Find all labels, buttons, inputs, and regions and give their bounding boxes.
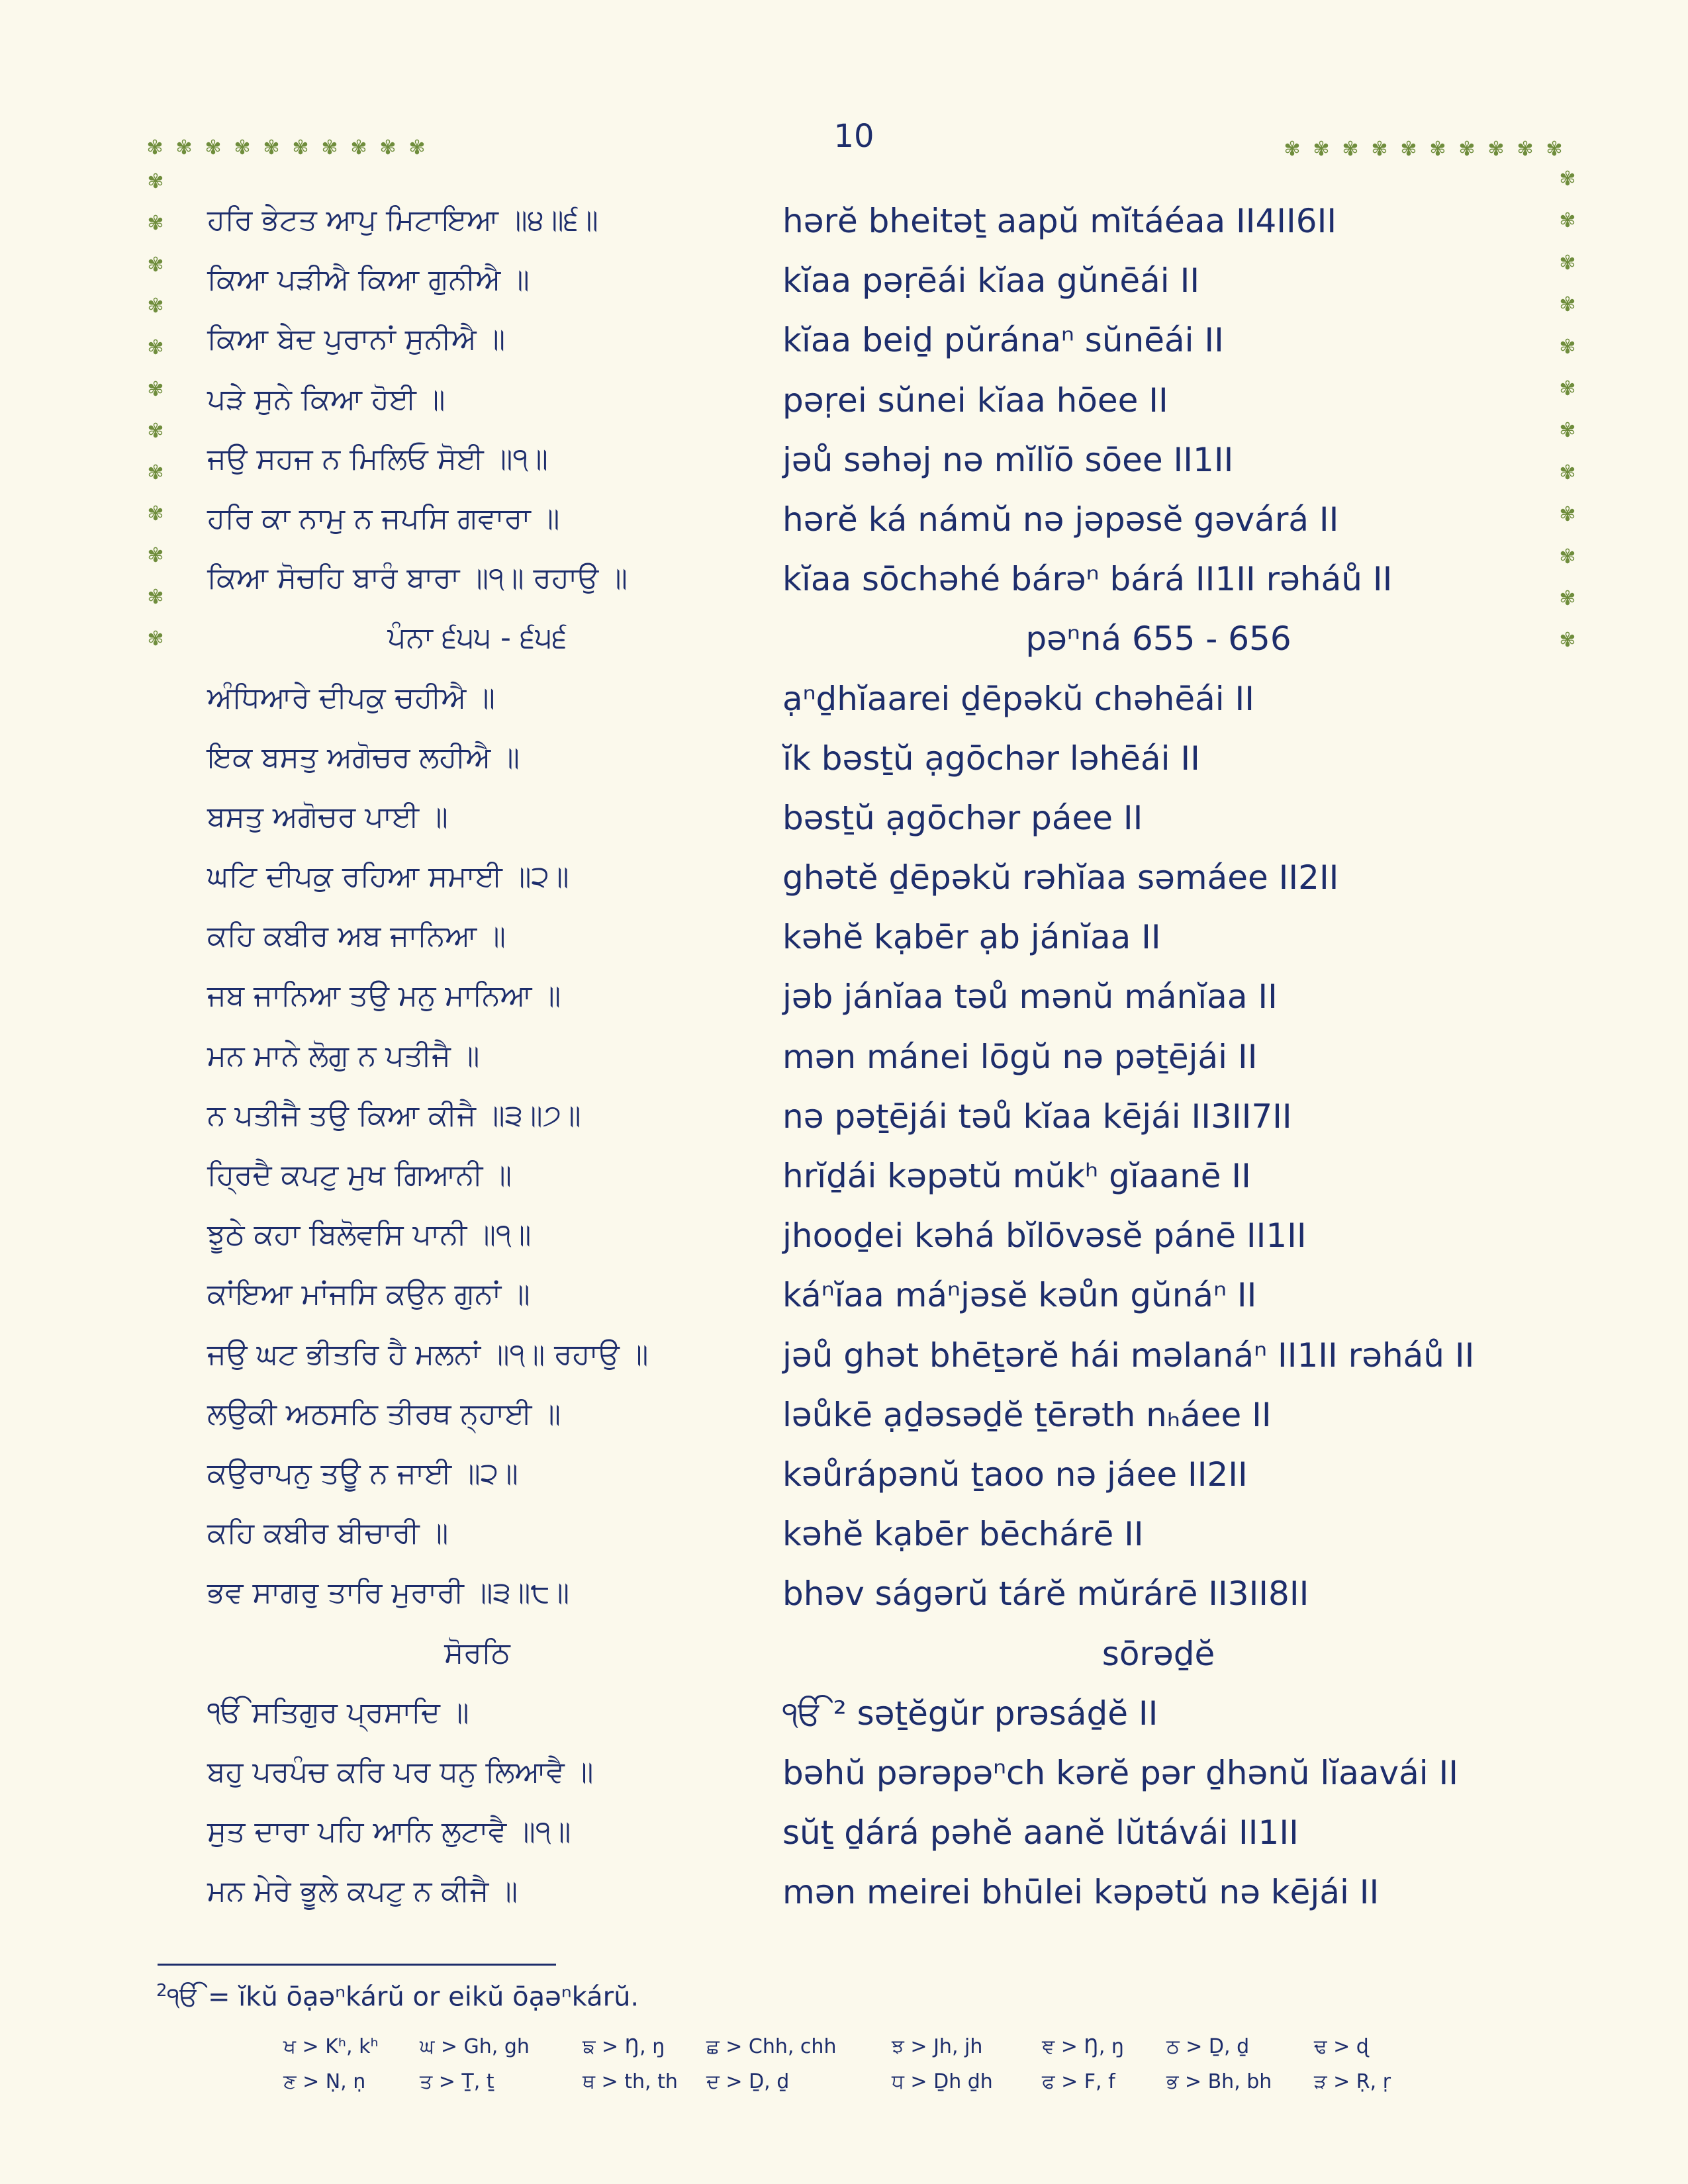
transliteration-text: pəⁿná 655 - 656	[1025, 619, 1291, 659]
flower-ornament-icon: ✾	[147, 253, 164, 277]
verse-row	[0, 1514, 1688, 1573]
verse-row	[0, 1872, 1688, 1931]
flower-ornament-icon: ✾	[350, 136, 367, 159]
verse-row	[0, 201, 1688, 260]
transliteration-text: kəůrápənŭ ṯaoo nə jáee II2II	[782, 1455, 1248, 1494]
verse-row	[0, 1036, 1688, 1096]
flower-ornament-icon: ✾	[147, 170, 164, 193]
footnote-marker: 2	[156, 1981, 167, 2001]
gurmukhi-text: ਕਹਿ ਕਬੀਰ ਅਬ ਜਾਨਿਆ ॥	[207, 919, 506, 954]
flower-ornament-icon: ✾	[146, 136, 164, 159]
flower-ornament-icon: ✾	[321, 136, 338, 159]
gurmukhi-text: ਪੰਨਾ ੬੫੫ - ੬੫੬	[387, 621, 567, 655]
transliteration-text: bəsṯŭ ạgōchər páee II	[782, 798, 1143, 837]
verse-row	[0, 1454, 1688, 1514]
key-entry: ਠ > Ḏ, ḏ	[1166, 2035, 1250, 2058]
flower-ornament-icon: ✾	[1559, 629, 1576, 653]
transliteration-text: sŭṯ ḏárá pəhĕ aanĕ lŭtávái II1II	[782, 1813, 1299, 1852]
flower-ornament-icon: ✾	[1559, 377, 1576, 400]
key-entry: ਧ > Ḏh ḏh	[892, 2070, 993, 2093]
key-entry: ਖ > Kʰ, kʰ	[283, 2035, 379, 2058]
verse-row	[0, 1573, 1688, 1633]
flower-ornament-icon: ✾	[408, 136, 426, 159]
flower-ornament-icon: ✾	[1284, 138, 1301, 161]
flower-ornament-icon: ✾	[147, 586, 164, 609]
gurmukhi-text: ਇਕ ਬਸਤੁ ਅਗੋਚਰ ਲਹੀਐ ॥	[207, 740, 520, 774]
transliteration-text: jəů ghət bhēṯərĕ hái məlanáⁿ II1II rəháů II	[782, 1336, 1475, 1375]
gurmukhi-text: ਕਿਆ ਪੜੀਐ ਕਿਆ ਗੁਨੀਐ ॥	[207, 263, 530, 297]
gurmukhi-text: ਸੁਤ ਦਾਰਾ ਪਹਿ ਆਨਿ ਲੁਟਾਵੈ ॥੧॥	[207, 1815, 571, 1849]
gurmukhi-text: ਕਉਰਾਪਨੁ ਤਊ ਨ ਜਾਈ ॥੨॥	[207, 1456, 518, 1490]
transliteration-text: jhooḏei kəhá bĭlōvəsĕ pánē II1II	[782, 1216, 1307, 1255]
gurmukhi-text: ਜਬ ਜਾਨਿਆ ਤਉ ਮਨੁ ਮਾਨਿਆ ॥	[207, 979, 561, 1013]
footnote	[156, 1981, 639, 2012]
verse-row	[0, 559, 1688, 618]
transliteration-text: kəhĕ kạbēr bēchárē II	[782, 1515, 1144, 1554]
transliteration-text: nə pəṯējái təů kĭaa kējái II3II7II	[782, 1097, 1292, 1136]
transliteration-text: pəṛei sŭnei kĭaa hōee II	[782, 381, 1168, 420]
flower-ornament-icon: ✾	[1559, 167, 1576, 191]
flower-ornament-icon: ✾	[1559, 293, 1576, 317]
flower-ornament-icon: ✾	[175, 136, 193, 159]
verse-row	[0, 1275, 1688, 1334]
gurmukhi-text: ਅੰਧਿਆਰੇ ਦੀਪਕੁ ਚਹੀਐ ॥	[207, 680, 495, 715]
flower-ornament-icon: ✾	[147, 544, 164, 568]
transliteration-text: ạⁿḏhĭaarei ḏēpəkŭ chəhēái II	[782, 679, 1255, 718]
verse-lines	[0, 201, 1688, 1931]
verse-row	[0, 499, 1688, 559]
verse-row	[0, 377, 1688, 443]
flower-ornament-icon: ✾	[1487, 138, 1505, 161]
verse-row	[0, 1693, 1688, 1752]
transliteration-text: sōrəḏĕ	[1102, 1634, 1215, 1673]
gurmukhi-text: ਭਵ ਸਾਗਰੁ ਤਾਰਿ ਮੁਰਾਰੀ ॥੩॥੮॥	[207, 1576, 570, 1610]
verse-row	[0, 1752, 1688, 1812]
key-entry: ਢ > ɖ	[1314, 2035, 1369, 2058]
verse-row	[0, 439, 1688, 499]
flower-ornament-icon: ✾	[147, 419, 164, 443]
footnote-text: ੴ = ĭkŭ ōạəⁿkárŭ or eikŭ ōạəⁿkárŭ.	[167, 1981, 639, 2013]
key-entry: ਘ > Gh, gh	[420, 2035, 530, 2058]
transliteration-text: káⁿĭaa máⁿjəsĕ kəůn gŭnáⁿ II	[782, 1276, 1257, 1315]
gurmukhi-text: ਕਾਂਇਆ ਮਾਂਜਸਿ ਕਉਨ ਗੁਨਾਂ ॥	[207, 1277, 530, 1312]
transliteration-text: kĭaa pəṛēái kĭaa gŭnēái II	[782, 261, 1200, 300]
verse-row	[0, 1156, 1688, 1215]
flower-ornament-icon: ✾	[1313, 138, 1330, 161]
flower-ornament-icon: ✾	[205, 136, 222, 159]
flower-ornament-icon: ✾	[1559, 335, 1576, 359]
gurmukhi-text: ਜਉ ਸਹਜ ਨ ਮਿਲਿਓ ਸੋਈ ॥੧॥	[207, 441, 548, 476]
flower-ornament-icon: ✾	[1371, 138, 1388, 161]
flower-ornament-icon: ✾	[1559, 587, 1576, 610]
flower-ornament-icon: ✾	[147, 211, 164, 235]
verse-row	[0, 678, 1688, 738]
key-entry: ਤ > Ṯ, ṯ	[420, 2070, 494, 2093]
transliteration-text: kĭaa sōchəhé bárəⁿ bárá II1II rəháů II	[782, 560, 1393, 599]
key-entry: ਝ > Jh, jh	[892, 2035, 983, 2058]
flower-ornament-icon: ✾	[1429, 138, 1446, 161]
flower-ornament-icon: ✾	[1559, 209, 1576, 233]
gurmukhi-text: ਹ੍ਰਿਦੈ ਕਪਟੁ ਮੁਖ ਗਿਆਨੀ ॥	[207, 1158, 512, 1192]
flower-ornament-icon: ✾	[1559, 251, 1576, 275]
page-number: 10	[833, 118, 874, 155]
verse-row	[0, 917, 1688, 976]
key-entry: ਙ > Ŋ, ŋ	[583, 2035, 665, 2058]
transliteration-text: ləůkē ạḏəsəḏĕ ṯērəth nₕáee II	[782, 1395, 1272, 1434]
flower-ornament-icon: ✾	[379, 136, 397, 159]
verse-row	[0, 738, 1688, 797]
gurmukhi-text: ਹਰਿ ਭੇਟਤ ਆਪੁ ਮਿਟਾਇਆ ॥੪॥੬॥	[207, 203, 598, 237]
gurmukhi-text: ਕਹਿ ਕਬੀਰ ਬੀਚਾਰੀ ॥	[207, 1516, 449, 1551]
gurmukhi-text: ਕਿਆ ਸੋਚਹਿ ਬਾਰੰ ਬਾਰਾ ॥੧॥ ਰਹਾਉ ॥	[207, 561, 628, 596]
flower-ornament-icon: ✾	[1458, 138, 1476, 161]
key-entry: ਛ > Chh, chh	[706, 2035, 837, 2058]
transliteration-text: jəb jánĭaa təů mənŭ mánĭaa II	[782, 978, 1278, 1017]
verse-row	[0, 857, 1688, 917]
gurmukhi-text: ਜਉ ਘਟ ਭੀਤਰਿ ਹੈ ਮਲਨਾਂ ॥੧॥ ਰਹਾਉ ॥	[207, 1337, 649, 1371]
flower-ornament-icon: ✾	[1559, 419, 1576, 443]
flower-ornament-icon: ✾	[147, 461, 164, 484]
transliteration-text: bəhŭ pərəpəⁿch kərĕ pər ḏhənŭ lĭaavái II	[782, 1753, 1458, 1792]
transliteration-text: kəhĕ kạbēr ạb jánĭaa II	[782, 918, 1161, 957]
flower-ornament-icon: ✾	[147, 502, 164, 526]
key-entry: ਫ > F, f	[1042, 2070, 1115, 2093]
gurmukhi-text: ਪੜੇ ਸੁਨੇ ਕਿਆ ਹੋਈ ॥	[207, 382, 445, 416]
key-entry: ਭ > Bh, bh	[1166, 2070, 1272, 2093]
gurmukhi-text: ਘਟਿ ਦੀਪਕੁ ਰਹਿਆ ਸਮਾਈ ॥੨॥	[207, 860, 569, 894]
gurmukhi-text: ਲਉਕੀ ਅਠਸਠਿ ਤੀਰਥ ਨ੍ਹਾਈ ॥	[207, 1396, 561, 1431]
flower-ornament-icon: ✾	[1517, 138, 1534, 161]
transliteration-text: hərĕ ká námŭ nə jəpəsĕ gəvárá II	[782, 500, 1339, 539]
gurmukhi-text: ਮਨ ਮਾਨੇ ਲੋਗੁ ਨ ਪਤੀਜੈ ॥	[207, 1038, 480, 1073]
verse-row	[0, 976, 1688, 1036]
gurmukhi-text: ੴ ਸਤਿਗੁਰ ਪ੍ਰਸਾਦਿ ॥	[207, 1695, 469, 1729]
verse-row	[0, 797, 1688, 857]
verse-row	[0, 320, 1688, 379]
flower-ornament-icon: ✾	[147, 295, 164, 318]
gurmukhi-text: ਬਹੁ ਪਰਪੰਚ ਕਰਿ ਪਰ ਧਨੁ ਲਿਆਵੈ ॥	[207, 1754, 594, 1789]
gurmukhi-text: ਹਰਿ ਕਾ ਨਾਮੁ ਨ ਜਪਸਿ ਗਵਾਰਾ ॥	[207, 501, 560, 535]
flower-ornament-icon: ✾	[263, 136, 280, 159]
key-entry: ਣ > Ṇ, ṇ	[283, 2070, 366, 2093]
flower-ornament-icon: ✾	[234, 136, 251, 159]
key-entry: ਥ > th, th	[583, 2070, 678, 2093]
flower-ornament-icon: ✾	[147, 336, 164, 360]
transliteration-text: hrĭḏái kəpətŭ mŭkʰ gĭaanē II	[782, 1157, 1251, 1195]
transliteration-text: mən meirei bhūlei kəpətŭ nə kējái II	[782, 1873, 1380, 1912]
flower-ornament-icon: ✾	[1559, 503, 1576, 527]
footnote-divider	[158, 1964, 556, 1966]
gurmukhi-text: ਸੋਰਠਿ	[444, 1635, 510, 1670]
transliteration-text: jəů səhəj nə mĭlĭō sōee II1II	[782, 440, 1234, 479]
flower-ornament-icon: ✾	[147, 627, 164, 651]
gurmukhi-text: ਮਨ ਮੇਰੇ ਭੂਲੇ ਕਪਟੁ ਨ ਕੀਜੈ ॥	[207, 1874, 518, 1909]
gurmukhi-text: ਝੂਠੇ ਕਹਾ ਬਿਲੋਵਸਿ ਪਾਨੀ ॥੧॥	[207, 1218, 532, 1252]
transliteration-text: ੴ ² səṯĕgŭr prəsáḏĕ II	[782, 1694, 1158, 1733]
verse-row	[0, 1812, 1688, 1872]
flower-ornament-icon: ✾	[1559, 461, 1576, 484]
flower-ornament-icon: ✾	[1342, 138, 1359, 161]
flower-ornament-icon: ✾	[147, 378, 164, 401]
verse-row	[0, 1096, 1688, 1156]
gurmukhi-text: ਨ ਪਤੀਜੈ ਤਉ ਕਿਆ ਕੀਜੈ ॥੩॥੭॥	[207, 1098, 581, 1132]
verse-row	[0, 1215, 1688, 1275]
transliteration-text: ghətĕ ḏēpəkŭ rəhĭaa səmáee II2II	[782, 858, 1339, 897]
key-entry: ਦ > Ḏ, ḏ	[706, 2070, 790, 2093]
transliteration-text: hərĕ bheitəṯ aapŭ mĭtáéaa II4II6II	[782, 202, 1337, 240]
flower-ornament-icon: ✾	[292, 136, 309, 159]
key-entry: ਞ > Ŋ, ŋ	[1042, 2035, 1124, 2058]
transliteration-text: kĭaa beiḏ pŭránaⁿ sŭnēái II	[782, 321, 1224, 360]
gurmukhi-text: ਕਿਆ ਬੇਦ ਪੁਰਾਨਾਂ ਸੁਨੀਐ ॥	[207, 322, 506, 357]
flower-ornament-icon: ✾	[1546, 138, 1563, 161]
verse-row	[0, 260, 1688, 320]
flower-ornament-icon: ✾	[1400, 138, 1417, 161]
section-heading-row	[0, 618, 1688, 678]
verse-row	[0, 1335, 1688, 1394]
key-entry: ੜ > Ṛ, ṛ	[1314, 2070, 1391, 2093]
transliteration-text: mən mánei lōgŭ nə pəṯējái II	[782, 1037, 1258, 1076]
flower-ornament-icon: ✾	[1559, 545, 1576, 569]
verse-row	[0, 1394, 1688, 1454]
section-heading-row	[0, 1633, 1688, 1693]
transliteration-text: ĭk bəsṯŭ ạgōchər ləhēái II	[782, 739, 1200, 778]
transliteration-text: bhəv ságərŭ tárĕ mŭrárē II3II8II	[782, 1574, 1309, 1614]
gurmukhi-text: ਬਸਤੁ ਅਗੋਚਰ ਪਾਈ ॥	[207, 799, 448, 834]
